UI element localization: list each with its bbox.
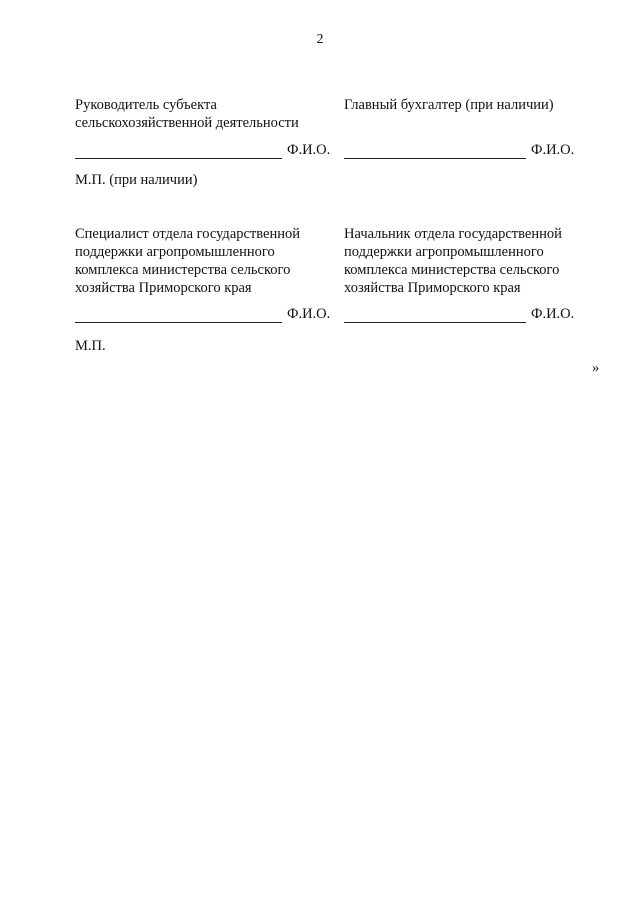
- title-line: комплекса министерства сельского: [344, 262, 560, 278]
- chief-accountant-title: [344, 96, 554, 114]
- closing-quote: »: [592, 360, 600, 376]
- stamp-place-optional: М.П. (при наличии): [75, 172, 198, 188]
- title-line: сельскохозяйственной деятельности: [75, 115, 299, 131]
- title-line: поддержки агропромышленного: [344, 244, 544, 260]
- fio-label: Ф.И.О.: [287, 306, 331, 322]
- department-head-title: [344, 225, 562, 297]
- signature-line: [75, 309, 282, 323]
- title-line: Главный бухгалтер (при наличии): [344, 97, 554, 113]
- title-line: хозяйства Приморского края: [344, 280, 521, 296]
- title-line: Руководитель субъекта: [75, 97, 217, 113]
- page-number: 2: [316, 32, 324, 47]
- title-line: Специалист отдела государственной: [75, 226, 300, 242]
- specialist-title: [75, 225, 300, 297]
- signature-line: [344, 145, 526, 159]
- department-head-signature: [344, 305, 574, 323]
- fio-label: Ф.И.О.: [287, 142, 331, 158]
- title-line: хозяйства Приморского края: [75, 280, 252, 296]
- fio-label: Ф.И.О.: [531, 306, 575, 322]
- fio-label: Ф.И.О.: [531, 142, 575, 158]
- head-of-entity-title: [75, 96, 299, 132]
- signature-line: [75, 145, 282, 159]
- stamp-place: М.П.: [75, 338, 106, 354]
- title-line: Начальник отдела государственной: [344, 226, 562, 242]
- title-line: поддержки агропромышленного: [75, 244, 275, 260]
- chief-accountant-signature: [344, 141, 574, 159]
- signature-line: [344, 309, 526, 323]
- specialist-signature: [75, 305, 330, 323]
- head-of-entity-signature: [75, 141, 330, 159]
- title-line: комплекса министерства сельского: [75, 262, 291, 278]
